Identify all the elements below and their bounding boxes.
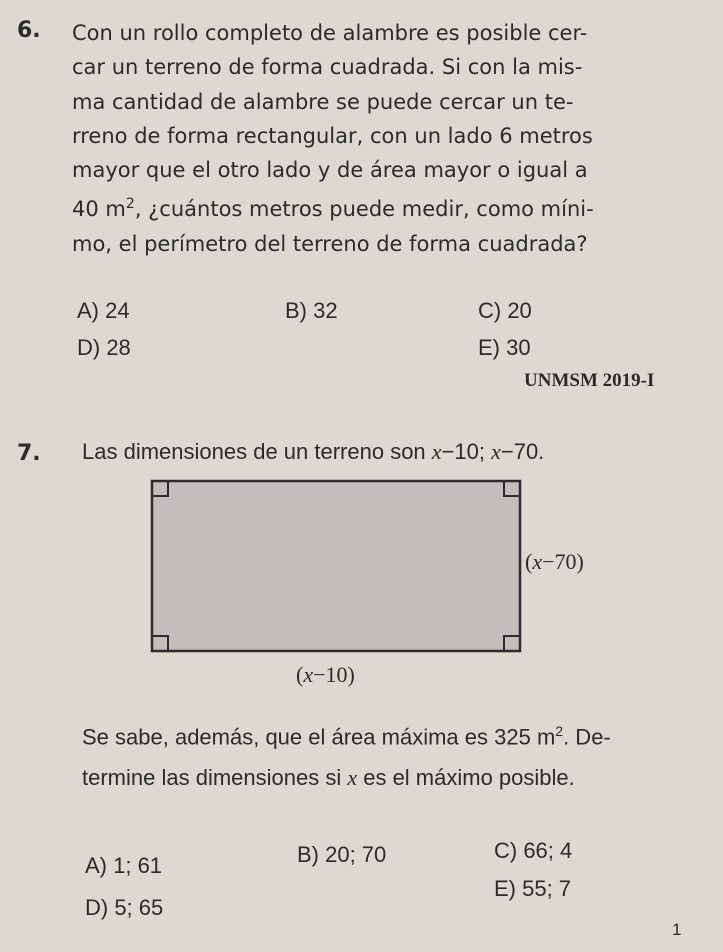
- question-7-number: 7.: [17, 441, 41, 466]
- q7-option-c: C) 66; 4: [494, 838, 573, 863]
- question-7-paragraph: [82, 711, 611, 798]
- q6-option-c: C) 20: [478, 298, 532, 323]
- area-value: 40: [72, 197, 99, 222]
- question-6-text: [72, 16, 594, 261]
- label-bottom: [296, 662, 355, 688]
- label-side-rest: −70): [542, 549, 584, 574]
- q7-para-line-1: [82, 711, 611, 757]
- q7-option-a: A) 1; 61: [85, 853, 163, 878]
- q7-text-lead: Las dimensiones de un terreno son: [82, 439, 432, 464]
- area-exponent: 2: [125, 196, 135, 213]
- terrain-rectangle: [152, 481, 520, 651]
- label-bottom-open: (: [296, 662, 304, 687]
- q7-dim2-rest: −70.: [500, 439, 545, 464]
- q6-source: UNMSM 2019-I: [524, 370, 655, 391]
- q7-para-unit: m: [536, 724, 556, 750]
- q6-option-e: E) 30: [478, 335, 531, 360]
- label-side-var: x: [532, 549, 543, 574]
- question-6-number: 6.: [17, 18, 41, 43]
- label-side-open: (: [525, 549, 533, 574]
- q6-line-6-rest: , ¿cuántos metros puede medir, como míni-: [134, 197, 594, 222]
- q6-option-a: A) 24: [77, 298, 130, 323]
- q7-para-line-1-end: . De-: [563, 724, 611, 750]
- q7-para-exponent: 2: [555, 723, 564, 739]
- q6-line-5: mayor que el otro lado y de área mayor o igual a: [72, 158, 588, 183]
- q6-line-1: Con un rollo completo de alambre es posible cer-: [72, 21, 588, 45]
- rectangle-diagram: [150, 478, 522, 654]
- q7-para-line-1-text: Se sabe, además, que el área máxima es 325: [82, 724, 531, 750]
- q6-option-b: B) 32: [285, 298, 338, 323]
- q7-option-b: B) 20; 70: [297, 842, 387, 867]
- q6-line-4: rreno de forma rectangular, con un lado 6 metros: [72, 123, 593, 148]
- q6-line-3: ma cantidad de alambre se puede cercar un te-: [72, 89, 574, 114]
- q7-para-line-2-a: termine las dimensiones si: [82, 765, 348, 791]
- page-number: 1: [672, 920, 682, 939]
- q7-dim1-var: x: [431, 439, 442, 464]
- q6-line-7: mo, el perímetro del terreno de forma cuadrada?: [72, 231, 588, 256]
- q6-line-2: car un terreno de forma cuadrada. Si con la mis-: [72, 55, 583, 80]
- area-unit: m: [105, 197, 126, 222]
- q7-dim2-var: x: [491, 439, 501, 464]
- q7-para-line-2: [82, 757, 611, 798]
- q6-option-d: D) 28: [77, 335, 131, 360]
- q7-option-d: D) 5; 65: [85, 895, 164, 920]
- q7-para-line-2-var: x: [347, 765, 358, 791]
- q7-para-line-2-b: es el máximo posible.: [357, 765, 575, 791]
- label-side: [525, 549, 584, 575]
- q7-option-e: E) 55; 7: [494, 876, 572, 901]
- q7-dim1-rest: −10;: [441, 439, 492, 464]
- label-bottom-var: x: [303, 662, 314, 687]
- question-7-text: [82, 439, 544, 465]
- label-bottom-rest: −10): [313, 662, 355, 687]
- q6-line-6: [72, 187, 594, 226]
